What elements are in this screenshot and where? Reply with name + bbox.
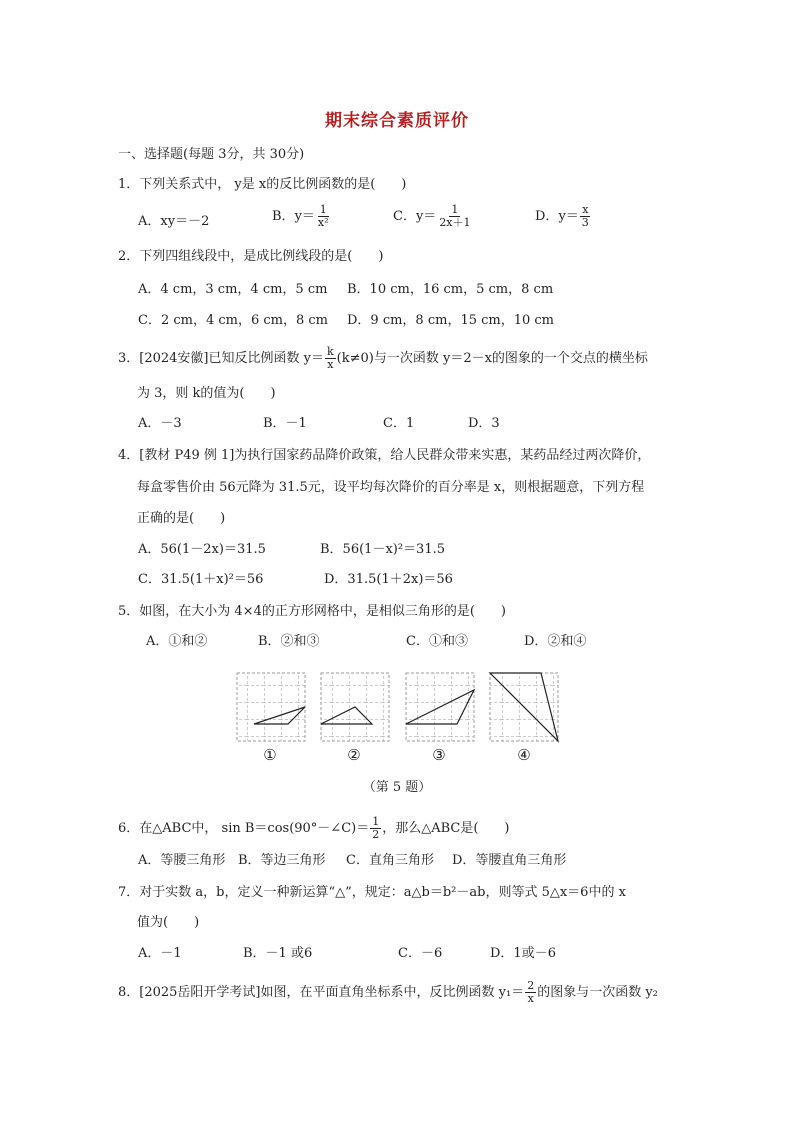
q1-b-lhs: y＝ bbox=[294, 209, 315, 224]
q7-option-a: A．－1 bbox=[138, 946, 182, 961]
q1-option-d bbox=[535, 204, 592, 229]
q6-frac-den: 2 bbox=[372, 828, 380, 841]
q3-fraction bbox=[325, 346, 336, 371]
q1-b-num: 1 bbox=[319, 203, 327, 216]
q2-stem: 2．下列四组线段中，是成比例线段的是( ) bbox=[118, 249, 384, 264]
q1-option-c bbox=[393, 204, 474, 229]
q1-b-fraction bbox=[316, 204, 331, 229]
q1-c-fraction bbox=[437, 204, 472, 229]
q4-option-b: B．56(1－x)²＝31.5 bbox=[320, 542, 445, 557]
q1-c-label: C． bbox=[393, 209, 416, 224]
q4-line3: 正确的是( ) bbox=[137, 511, 226, 526]
q4-line1: 4．[教材 P49 例 1]为执行国家药品降价政策，给人民群众带来实惠，某药品经过两次降价， bbox=[118, 448, 651, 463]
q6-frac-num: 1 bbox=[372, 815, 380, 828]
grid-4-label: ④ bbox=[517, 746, 531, 764]
q5-option-b: B．②和③ bbox=[258, 634, 320, 649]
q2-option-a: A．4 cm，3 cm，4 cm，5 cm bbox=[138, 282, 328, 297]
q2-option-c: C．2 cm，4 cm，6 cm，8 cm bbox=[138, 313, 328, 328]
q7-line2: 值为( ) bbox=[137, 915, 200, 930]
q4-option-a: A．56(1－2x)＝31.5 bbox=[138, 542, 266, 557]
grid-4 bbox=[490, 673, 558, 764]
grid-1-label: ① bbox=[263, 746, 277, 764]
grid-1 bbox=[237, 673, 305, 764]
q2-option-b: B．10 cm，16 cm，5 cm，8 cm bbox=[347, 282, 554, 297]
q1-option-b bbox=[272, 204, 332, 229]
q1-d-num: x bbox=[582, 203, 589, 216]
q7-line1: 7．对于实数 a，b，定义一种新运算“△”，规定：a△b＝b²－ab，则等式 5△x＝6中的 x bbox=[118, 885, 626, 900]
q5-option-d: D．②和④ bbox=[524, 634, 587, 649]
q3-frac-den: x bbox=[327, 358, 334, 371]
grid-2 bbox=[321, 673, 389, 764]
q3-option-d: D．3 bbox=[468, 416, 500, 431]
q4-option-c: C．31.5(1＋x)²＝56 bbox=[138, 572, 264, 587]
q3-option-a: A．－3 bbox=[138, 416, 182, 431]
q1-c-den: 2x＋1 bbox=[439, 216, 471, 229]
q8-stem-pre: 8．[2025岳阳开学考试]如图，在平面直角坐标系中，反比例函数 y₁＝ bbox=[118, 985, 525, 1000]
grid-3-label: ③ bbox=[432, 746, 446, 764]
q4-option-d: D．31.5(1＋2x)＝56 bbox=[324, 572, 453, 587]
q6-option-a: A．等腰三角形 bbox=[138, 853, 226, 868]
q1-b-label: B． bbox=[272, 209, 295, 224]
q3-option-c: C．1 bbox=[383, 416, 415, 431]
q1-d-label: D． bbox=[535, 209, 559, 224]
q5-option-a: A．①和② bbox=[146, 634, 208, 649]
q5-option-c: C．①和③ bbox=[406, 634, 468, 649]
q5-figure bbox=[230, 668, 570, 768]
q1-option-a bbox=[138, 213, 209, 231]
q8-fraction bbox=[525, 980, 536, 1005]
q6-fraction bbox=[370, 816, 381, 841]
q8-frac-num: 2 bbox=[527, 979, 535, 992]
q6-stem-pre: 6．在△ABC中， sin B＝cos(90°－∠C)＝ bbox=[118, 821, 370, 836]
q8-stem bbox=[118, 980, 658, 1005]
q1-b-den: x² bbox=[317, 216, 329, 229]
q4-line2: 每盒零售价由 56元降为 31.5元，设平均每次降价的百分率是 x，则根据题意，下列方程 bbox=[137, 480, 645, 495]
q6-option-d: D．等腰直角三角形 bbox=[452, 853, 567, 868]
q5-stem: 5．如图，在大小为 4×4的正方形网格中，是相似三角形的是( ) bbox=[118, 604, 506, 619]
q3-stem-post: (k≠0)与一次函数 y＝2－x的图象的一个交点的横坐标 bbox=[336, 351, 648, 366]
q3-option-b: B．－1 bbox=[263, 416, 307, 431]
q3-stem-line1 bbox=[118, 346, 648, 371]
q1-d-fraction bbox=[580, 204, 591, 229]
q5-figure-caption: （第 5 题） bbox=[362, 780, 432, 795]
q7-option-d: D．1或－6 bbox=[490, 946, 556, 961]
page-title: 期末综合素质评价 bbox=[325, 111, 469, 131]
q7-option-b: B．－1 或6 bbox=[243, 946, 313, 961]
q6-option-b: B．等边三角形 bbox=[238, 853, 326, 868]
q1-a-expr: xy＝－2 bbox=[160, 214, 210, 229]
q1-c-num: 1 bbox=[451, 203, 459, 216]
q2-option-d: D．9 cm，8 cm，15 cm，10 cm bbox=[347, 313, 555, 328]
q6-option-c: C．直角三角形 bbox=[346, 853, 434, 868]
grid-2-label: ② bbox=[347, 746, 361, 764]
q3-stem-pre: 3．[2024安徽]已知反比例函数 y＝ bbox=[118, 351, 324, 366]
q8-frac-den: x bbox=[527, 992, 534, 1005]
q1-stem: 1．下列关系式中， y是 x的反比例函数的是( ) bbox=[118, 177, 407, 192]
q7-option-c: C．－6 bbox=[398, 946, 443, 961]
q1-a-label: A． bbox=[138, 214, 161, 229]
q8-stem-post: 的图象与一次函数 y₂ bbox=[537, 985, 658, 1000]
q3-stem-line2: 为 3，则 k的值为( ) bbox=[137, 386, 276, 401]
q6-stem-post: ，那么△ABC是( ) bbox=[382, 821, 510, 836]
q6-stem bbox=[118, 816, 510, 841]
q1-d-den: 3 bbox=[581, 216, 589, 229]
q1-d-lhs: y＝ bbox=[558, 209, 579, 224]
q1-c-lhs: y＝ bbox=[415, 209, 437, 224]
grid-3 bbox=[406, 673, 474, 764]
q3-frac-num: k bbox=[326, 345, 334, 358]
section-heading: 一、选择题(每题 3分，共 30分) bbox=[118, 147, 305, 162]
